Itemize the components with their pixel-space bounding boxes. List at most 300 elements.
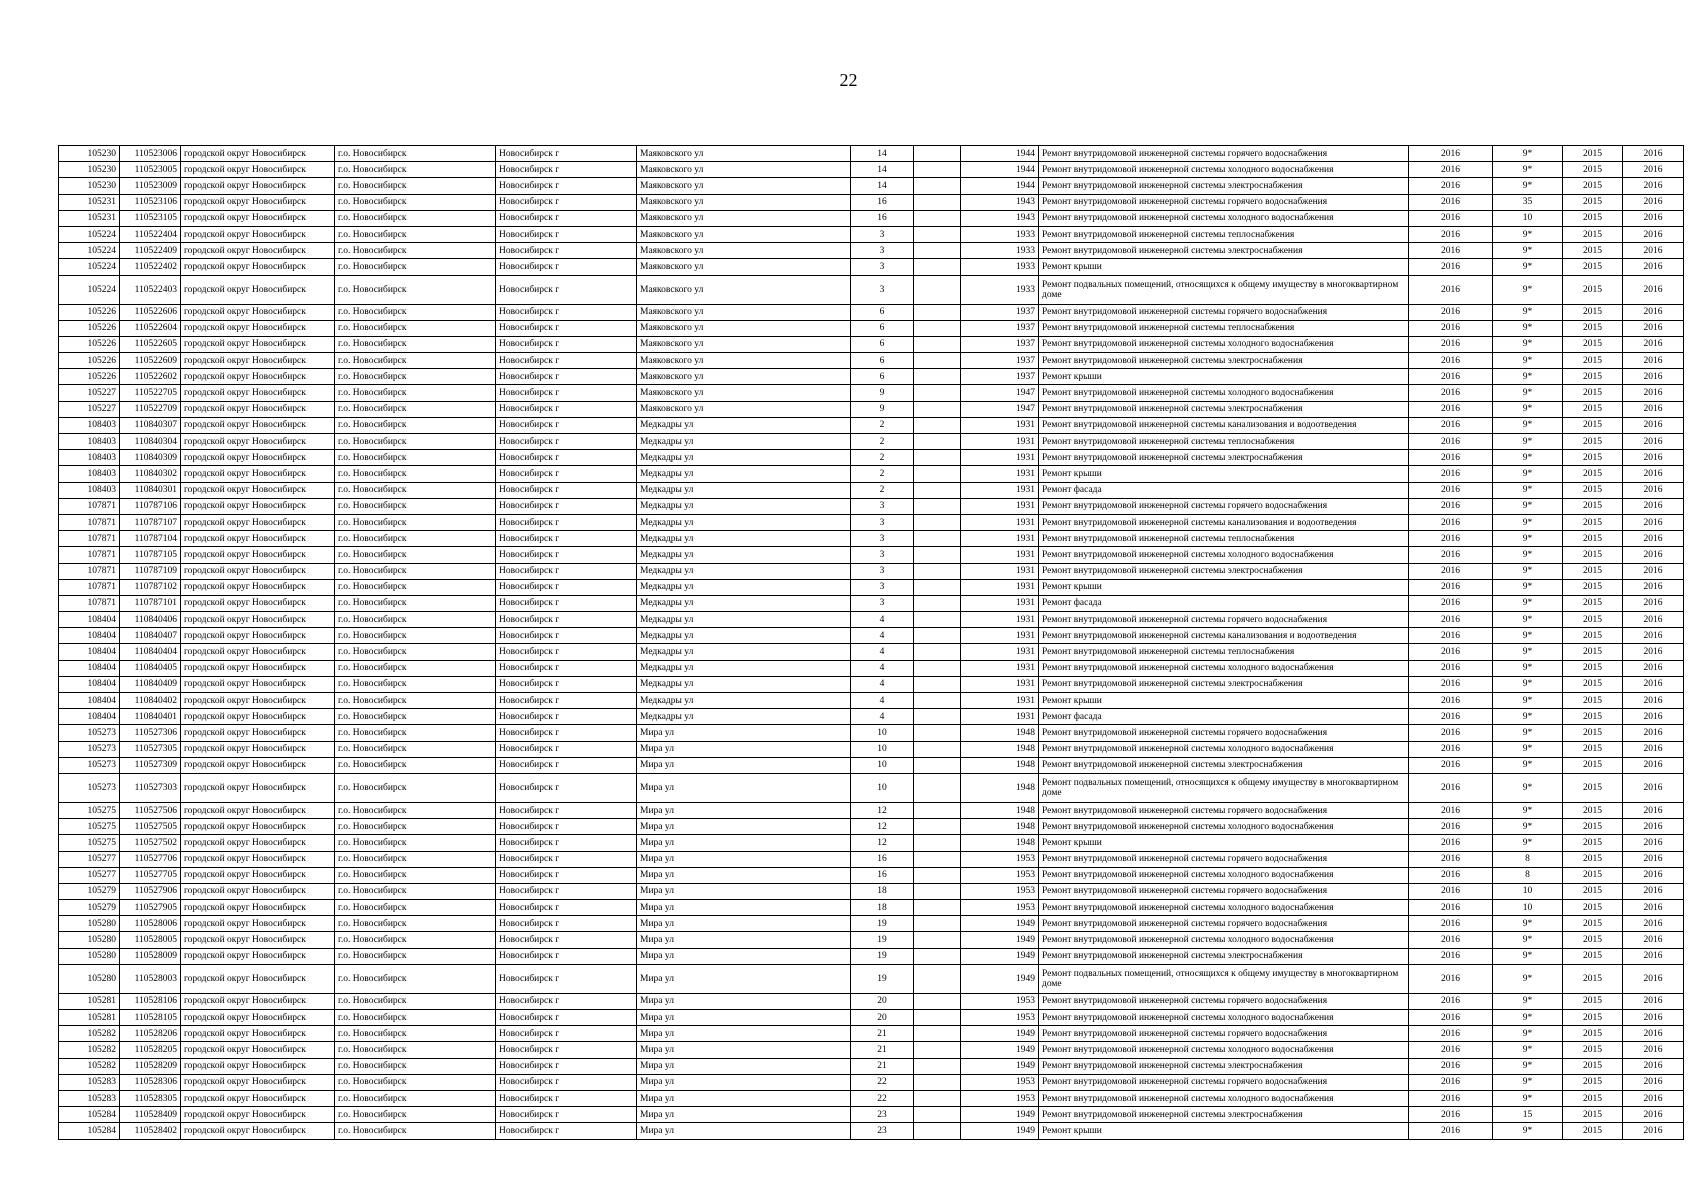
table-row [59, 531, 1684, 547]
cell-end-year: 2016 [1623, 741, 1684, 757]
cell-floors: 9* [1493, 498, 1563, 514]
cell-house-number: 3 [851, 514, 914, 530]
cell-work-id: 110840302 [120, 466, 181, 482]
cell-work-type: Ремонт внутридомовой инженерной системы холодного водоснабжения [1039, 660, 1409, 676]
cell-work-type: Ремонт фасада [1039, 482, 1409, 498]
table-row [59, 450, 1684, 466]
cell-house-id: 105224 [59, 275, 120, 304]
cell-street: Медкадры ул [637, 531, 851, 547]
cell-house-id: 105279 [59, 900, 120, 916]
cell-city: Новосибирск г [496, 964, 637, 993]
table-body [59, 146, 1684, 1140]
cell-year-built: 1931 [961, 417, 1039, 433]
cell-end-year: 2016 [1623, 644, 1684, 660]
cell-municipality: г.о. Новосибирск [335, 482, 496, 498]
cell-building [914, 741, 961, 757]
cell-house-number: 2 [851, 417, 914, 433]
cell-municipality: г.о. Новосибирск [335, 243, 496, 259]
cell-start-year: 2015 [1563, 353, 1623, 369]
cell-street: Маяковского ул [637, 401, 851, 417]
cell-municipality: г.о. Новосибирск [335, 210, 496, 226]
cell-street: Маяковского ул [637, 226, 851, 242]
cell-work-type: Ремонт внутридомовой инженерной системы холодного водоснабжения [1039, 1090, 1409, 1106]
cell-municipal-district: городской округ Новосибирск [181, 660, 335, 676]
cell-city: Новосибирск г [496, 466, 637, 482]
cell-floors: 9* [1493, 725, 1563, 741]
cell-plan-year: 2016 [1409, 369, 1493, 385]
cell-street: Мира ул [637, 867, 851, 883]
cell-plan-year: 2016 [1409, 210, 1493, 226]
cell-end-year: 2016 [1623, 1074, 1684, 1090]
cell-year-built: 1931 [961, 676, 1039, 692]
cell-building [914, 210, 961, 226]
cell-floors: 9* [1493, 450, 1563, 466]
table-row [59, 628, 1684, 644]
cell-start-year: 2015 [1563, 434, 1623, 450]
cell-plan-year: 2016 [1409, 835, 1493, 851]
cell-building [914, 693, 961, 709]
capital-repair-table [58, 145, 1684, 1140]
cell-end-year: 2016 [1623, 819, 1684, 835]
cell-municipality: г.о. Новосибирск [335, 417, 496, 433]
table-row [59, 226, 1684, 242]
cell-house-number: 10 [851, 741, 914, 757]
cell-plan-year: 2016 [1409, 867, 1493, 883]
cell-street: Мира ул [637, 757, 851, 773]
cell-work-type: Ремонт фасада [1039, 709, 1409, 725]
table-row [59, 259, 1684, 275]
cell-floors: 9* [1493, 1026, 1563, 1042]
table-row [59, 498, 1684, 514]
cell-year-built: 1948 [961, 741, 1039, 757]
cell-plan-year: 2016 [1409, 932, 1493, 948]
cell-end-year: 2016 [1623, 916, 1684, 932]
cell-work-type: Ремонт внутридомовой инженерной системы электроснабжения [1039, 243, 1409, 259]
cell-municipality: г.о. Новосибирск [335, 757, 496, 773]
cell-floors: 9* [1493, 628, 1563, 644]
cell-year-built: 1943 [961, 194, 1039, 210]
table-row [59, 336, 1684, 352]
cell-house-number: 9 [851, 385, 914, 401]
cell-floors: 8 [1493, 867, 1563, 883]
cell-year-built: 1931 [961, 644, 1039, 660]
cell-house-number: 3 [851, 547, 914, 563]
cell-work-id: 110840307 [120, 417, 181, 433]
cell-work-id: 110522602 [120, 369, 181, 385]
table-row [59, 819, 1684, 835]
cell-municipality: г.о. Новосибирск [335, 226, 496, 242]
cell-building [914, 178, 961, 194]
cell-work-id: 110527303 [120, 773, 181, 802]
cell-municipality: г.о. Новосибирск [335, 964, 496, 993]
cell-year-built: 1931 [961, 434, 1039, 450]
cell-end-year: 2016 [1623, 162, 1684, 178]
cell-building [914, 369, 961, 385]
cell-street: Маяковского ул [637, 320, 851, 336]
cell-work-id: 110527905 [120, 900, 181, 916]
cell-plan-year: 2016 [1409, 660, 1493, 676]
cell-work-id: 110840409 [120, 676, 181, 692]
cell-start-year: 2015 [1563, 1107, 1623, 1123]
cell-building [914, 1042, 961, 1058]
cell-plan-year: 2016 [1409, 466, 1493, 482]
cell-start-year: 2015 [1563, 226, 1623, 242]
cell-end-year: 2016 [1623, 1123, 1684, 1139]
cell-house-number: 4 [851, 628, 914, 644]
cell-house-id: 107871 [59, 563, 120, 579]
cell-city: Новосибирск г [496, 900, 637, 916]
cell-start-year: 2015 [1563, 660, 1623, 676]
cell-municipality: г.о. Новосибирск [335, 498, 496, 514]
cell-municipal-district: городской округ Новосибирск [181, 450, 335, 466]
cell-end-year: 2016 [1623, 531, 1684, 547]
cell-house-number: 6 [851, 353, 914, 369]
cell-start-year: 2015 [1563, 498, 1623, 514]
cell-floors: 9* [1493, 353, 1563, 369]
table-row [59, 194, 1684, 210]
cell-end-year: 2016 [1623, 547, 1684, 563]
cell-floors: 9* [1493, 547, 1563, 563]
cell-house-id: 108404 [59, 709, 120, 725]
cell-floors: 9* [1493, 916, 1563, 932]
cell-year-built: 1949 [961, 1058, 1039, 1074]
cell-start-year: 2015 [1563, 835, 1623, 851]
cell-municipality: г.о. Новосибирск [335, 304, 496, 320]
cell-municipality: г.о. Новосибирск [335, 369, 496, 385]
cell-start-year: 2015 [1563, 1123, 1623, 1139]
cell-municipal-district: городской округ Новосибирск [181, 194, 335, 210]
cell-street: Мира ул [637, 932, 851, 948]
cell-work-type: Ремонт внутридомовой инженерной системы холодного водоснабжения [1039, 162, 1409, 178]
cell-house-id: 105284 [59, 1123, 120, 1139]
cell-house-id: 107871 [59, 514, 120, 530]
cell-city: Новосибирск г [496, 320, 637, 336]
cell-building [914, 336, 961, 352]
cell-end-year: 2016 [1623, 466, 1684, 482]
cell-end-year: 2016 [1623, 1058, 1684, 1074]
cell-start-year: 2015 [1563, 1026, 1623, 1042]
cell-year-built: 1931 [961, 547, 1039, 563]
cell-house-id: 105230 [59, 178, 120, 194]
page-number: 22 [839, 70, 858, 90]
cell-municipal-district: городской округ Новосибирск [181, 1026, 335, 1042]
cell-building [914, 660, 961, 676]
cell-year-built: 1953 [961, 1074, 1039, 1090]
cell-start-year: 2015 [1563, 693, 1623, 709]
cell-start-year: 2015 [1563, 1010, 1623, 1026]
cell-house-id: 108404 [59, 693, 120, 709]
cell-city: Новосибирск г [496, 595, 637, 611]
cell-work-id: 110523006 [120, 146, 181, 162]
cell-floors: 9* [1493, 741, 1563, 757]
cell-municipality: г.о. Новосибирск [335, 547, 496, 563]
table-row [59, 932, 1684, 948]
cell-floors: 9* [1493, 466, 1563, 482]
cell-house-id: 105230 [59, 162, 120, 178]
cell-house-id: 105280 [59, 964, 120, 993]
cell-plan-year: 2016 [1409, 1026, 1493, 1042]
cell-house-id: 105281 [59, 1010, 120, 1026]
table-row [59, 964, 1684, 993]
cell-year-built: 1948 [961, 802, 1039, 818]
cell-building [914, 883, 961, 899]
cell-municipality: г.о. Новосибирск [335, 628, 496, 644]
cell-work-id: 110528206 [120, 1026, 181, 1042]
cell-municipal-district: городской округ Новосибирск [181, 883, 335, 899]
cell-end-year: 2016 [1623, 304, 1684, 320]
cell-municipality: г.о. Новосибирск [335, 1090, 496, 1106]
cell-building [914, 1074, 961, 1090]
cell-street: Маяковского ул [637, 353, 851, 369]
cell-street: Медкадры ул [637, 514, 851, 530]
table-row [59, 1123, 1684, 1139]
table-row [59, 851, 1684, 867]
cell-start-year: 2015 [1563, 802, 1623, 818]
cell-municipality: г.о. Новосибирск [335, 851, 496, 867]
cell-end-year: 2016 [1623, 595, 1684, 611]
cell-work-id: 110523009 [120, 178, 181, 194]
cell-building [914, 385, 961, 401]
cell-street: Мира ул [637, 883, 851, 899]
cell-year-built: 1949 [961, 1026, 1039, 1042]
cell-building [914, 547, 961, 563]
cell-work-id: 110522409 [120, 243, 181, 259]
cell-floors: 9* [1493, 612, 1563, 628]
cell-street: Маяковского ул [637, 210, 851, 226]
cell-work-type: Ремонт внутридомовой инженерной системы канализования и водоотведения [1039, 417, 1409, 433]
cell-house-number: 3 [851, 498, 914, 514]
cell-plan-year: 2016 [1409, 900, 1493, 916]
cell-building [914, 1026, 961, 1042]
cell-building [914, 948, 961, 964]
cell-municipal-district: городской округ Новосибирск [181, 676, 335, 692]
cell-year-built: 1931 [961, 466, 1039, 482]
cell-year-built: 1943 [961, 210, 1039, 226]
cell-building [914, 628, 961, 644]
cell-municipal-district: городской округ Новосибирск [181, 851, 335, 867]
cell-street: Медкадры ул [637, 434, 851, 450]
cell-city: Новосибирск г [496, 948, 637, 964]
table-row [59, 369, 1684, 385]
cell-house-number: 4 [851, 676, 914, 692]
cell-floors: 9* [1493, 162, 1563, 178]
cell-city: Новосибирск г [496, 676, 637, 692]
cell-municipal-district: городской округ Новосибирск [181, 993, 335, 1009]
cell-building [914, 304, 961, 320]
cell-end-year: 2016 [1623, 259, 1684, 275]
cell-house-number: 18 [851, 883, 914, 899]
table-row [59, 693, 1684, 709]
cell-house-number: 3 [851, 595, 914, 611]
cell-house-number: 12 [851, 835, 914, 851]
table-row [59, 773, 1684, 802]
cell-building [914, 851, 961, 867]
cell-city: Новосибирск г [496, 547, 637, 563]
cell-house-id: 105231 [59, 194, 120, 210]
cell-street: Мира ул [637, 1058, 851, 1074]
cell-street: Медкадры ул [637, 612, 851, 628]
cell-municipal-district: городской округ Новосибирск [181, 1074, 335, 1090]
cell-work-id: 110528006 [120, 916, 181, 932]
cell-end-year: 2016 [1623, 773, 1684, 802]
cell-work-type: Ремонт внутридомовой инженерной системы электроснабжения [1039, 353, 1409, 369]
cell-work-id: 110840405 [120, 660, 181, 676]
cell-end-year: 2016 [1623, 1107, 1684, 1123]
cell-house-number: 4 [851, 709, 914, 725]
cell-work-type: Ремонт подвальных помещений, относящихся к общему имуществу в многоквартирном доме [1039, 773, 1409, 802]
cell-plan-year: 2016 [1409, 948, 1493, 964]
cell-municipality: г.о. Новосибирск [335, 1074, 496, 1090]
cell-start-year: 2015 [1563, 900, 1623, 916]
cell-work-type: Ремонт крыши [1039, 693, 1409, 709]
cell-work-type: Ремонт внутридомовой инженерной системы горячего водоснабжения [1039, 612, 1409, 628]
cell-end-year: 2016 [1623, 401, 1684, 417]
cell-municipal-district: городской округ Новосибирск [181, 275, 335, 304]
cell-building [914, 531, 961, 547]
cell-start-year: 2015 [1563, 482, 1623, 498]
cell-floors: 9* [1493, 482, 1563, 498]
cell-municipality: г.о. Новосибирск [335, 693, 496, 709]
cell-house-number: 3 [851, 531, 914, 547]
cell-house-id: 105283 [59, 1090, 120, 1106]
cell-work-type: Ремонт подвальных помещений, относящихся к общему имуществу в многоквартирном доме [1039, 275, 1409, 304]
cell-house-number: 19 [851, 964, 914, 993]
cell-building [914, 514, 961, 530]
cell-plan-year: 2016 [1409, 709, 1493, 725]
cell-house-id: 105230 [59, 146, 120, 162]
cell-house-id: 108403 [59, 434, 120, 450]
cell-year-built: 1931 [961, 595, 1039, 611]
cell-municipality: г.о. Новосибирск [335, 993, 496, 1009]
cell-start-year: 2015 [1563, 417, 1623, 433]
cell-end-year: 2016 [1623, 693, 1684, 709]
cell-floors: 9* [1493, 595, 1563, 611]
cell-work-type: Ремонт внутридомовой инженерной системы горячего водоснабжения [1039, 883, 1409, 899]
cell-street: Медкадры ул [637, 579, 851, 595]
cell-work-type: Ремонт внутридомовой инженерной системы горячего водоснабжения [1039, 146, 1409, 162]
cell-city: Новосибирск г [496, 369, 637, 385]
cell-municipality: г.о. Новосибирск [335, 434, 496, 450]
cell-house-number: 21 [851, 1026, 914, 1042]
cell-street: Мира ул [637, 1042, 851, 1058]
cell-start-year: 2015 [1563, 595, 1623, 611]
cell-house-id: 105273 [59, 741, 120, 757]
cell-city: Новосибирск г [496, 243, 637, 259]
cell-city: Новосибирск г [496, 835, 637, 851]
cell-year-built: 1931 [961, 450, 1039, 466]
cell-start-year: 2015 [1563, 336, 1623, 352]
cell-work-id: 110522609 [120, 353, 181, 369]
cell-start-year: 2015 [1563, 932, 1623, 948]
table-row [59, 802, 1684, 818]
cell-floors: 9* [1493, 514, 1563, 530]
cell-work-id: 110528205 [120, 1042, 181, 1058]
cell-street: Мира ул [637, 741, 851, 757]
cell-street: Мира ул [637, 819, 851, 835]
cell-floors: 9* [1493, 932, 1563, 948]
cell-work-id: 110523106 [120, 194, 181, 210]
cell-building [914, 676, 961, 692]
cell-city: Новосибирск г [496, 867, 637, 883]
cell-floors: 9* [1493, 178, 1563, 194]
cell-work-type: Ремонт внутридомовой инженерной системы горячего водоснабжения [1039, 993, 1409, 1009]
cell-municipal-district: городской округ Новосибирск [181, 595, 335, 611]
cell-year-built: 1931 [961, 563, 1039, 579]
cell-city: Новосибирск г [496, 819, 637, 835]
cell-municipal-district: городской округ Новосибирск [181, 417, 335, 433]
cell-start-year: 2015 [1563, 275, 1623, 304]
cell-house-number: 3 [851, 275, 914, 304]
cell-house-id: 105275 [59, 819, 120, 835]
cell-work-id: 110522605 [120, 336, 181, 352]
cell-work-type: Ремонт внутридомовой инженерной системы электроснабжения [1039, 178, 1409, 194]
cell-year-built: 1953 [961, 900, 1039, 916]
cell-work-id: 110528105 [120, 1010, 181, 1026]
cell-start-year: 2015 [1563, 1058, 1623, 1074]
cell-house-number: 23 [851, 1107, 914, 1123]
cell-municipal-district: городской округ Новосибирск [181, 693, 335, 709]
cell-work-type: Ремонт внутридомовой инженерной системы электроснабжения [1039, 676, 1409, 692]
cell-work-id: 110840301 [120, 482, 181, 498]
cell-end-year: 2016 [1623, 210, 1684, 226]
cell-start-year: 2015 [1563, 563, 1623, 579]
cell-start-year: 2015 [1563, 676, 1623, 692]
cell-city: Новосибирск г [496, 1123, 637, 1139]
cell-municipal-district: городской округ Новосибирск [181, 243, 335, 259]
cell-floors: 9* [1493, 275, 1563, 304]
cell-work-type: Ремонт внутридомовой инженерной системы холодного водоснабжения [1039, 1010, 1409, 1026]
cell-work-type: Ремонт внутридомовой инженерной системы горячего водоснабжения [1039, 916, 1409, 932]
cell-end-year: 2016 [1623, 725, 1684, 741]
cell-city: Новосибирск г [496, 450, 637, 466]
cell-floors: 9* [1493, 676, 1563, 692]
cell-work-type: Ремонт внутридомовой инженерной системы холодного водоснабжения [1039, 900, 1409, 916]
cell-city: Новосибирск г [496, 210, 637, 226]
cell-year-built: 1931 [961, 531, 1039, 547]
cell-year-built: 1937 [961, 320, 1039, 336]
cell-end-year: 2016 [1623, 883, 1684, 899]
table-row [59, 243, 1684, 259]
table-row [59, 178, 1684, 194]
cell-building [914, 709, 961, 725]
cell-city: Новосибирск г [496, 194, 637, 210]
cell-work-type: Ремонт внутридомовой инженерной системы электроснабжения [1039, 1058, 1409, 1074]
cell-work-id: 110522604 [120, 320, 181, 336]
cell-municipal-district: городской округ Новосибирск [181, 835, 335, 851]
cell-city: Новосибирск г [496, 802, 637, 818]
cell-street: Мира ул [637, 1107, 851, 1123]
cell-house-id: 105279 [59, 883, 120, 899]
cell-house-number: 6 [851, 369, 914, 385]
cell-floors: 8 [1493, 851, 1563, 867]
cell-house-number: 19 [851, 916, 914, 932]
cell-floors: 9* [1493, 835, 1563, 851]
cell-street: Медкадры ул [637, 693, 851, 709]
cell-house-id: 105280 [59, 932, 120, 948]
cell-plan-year: 2016 [1409, 579, 1493, 595]
cell-city: Новосибирск г [496, 757, 637, 773]
table-row [59, 579, 1684, 595]
cell-plan-year: 2016 [1409, 498, 1493, 514]
cell-municipality: г.о. Новосибирск [335, 336, 496, 352]
cell-plan-year: 2016 [1409, 417, 1493, 433]
cell-municipality: г.о. Новосибирск [335, 259, 496, 275]
cell-work-type: Ремонт внутридомовой инженерной системы холодного водоснабжения [1039, 1042, 1409, 1058]
cell-work-id: 110787107 [120, 514, 181, 530]
cell-end-year: 2016 [1623, 612, 1684, 628]
cell-building [914, 259, 961, 275]
cell-municipality: г.о. Новосибирск [335, 932, 496, 948]
